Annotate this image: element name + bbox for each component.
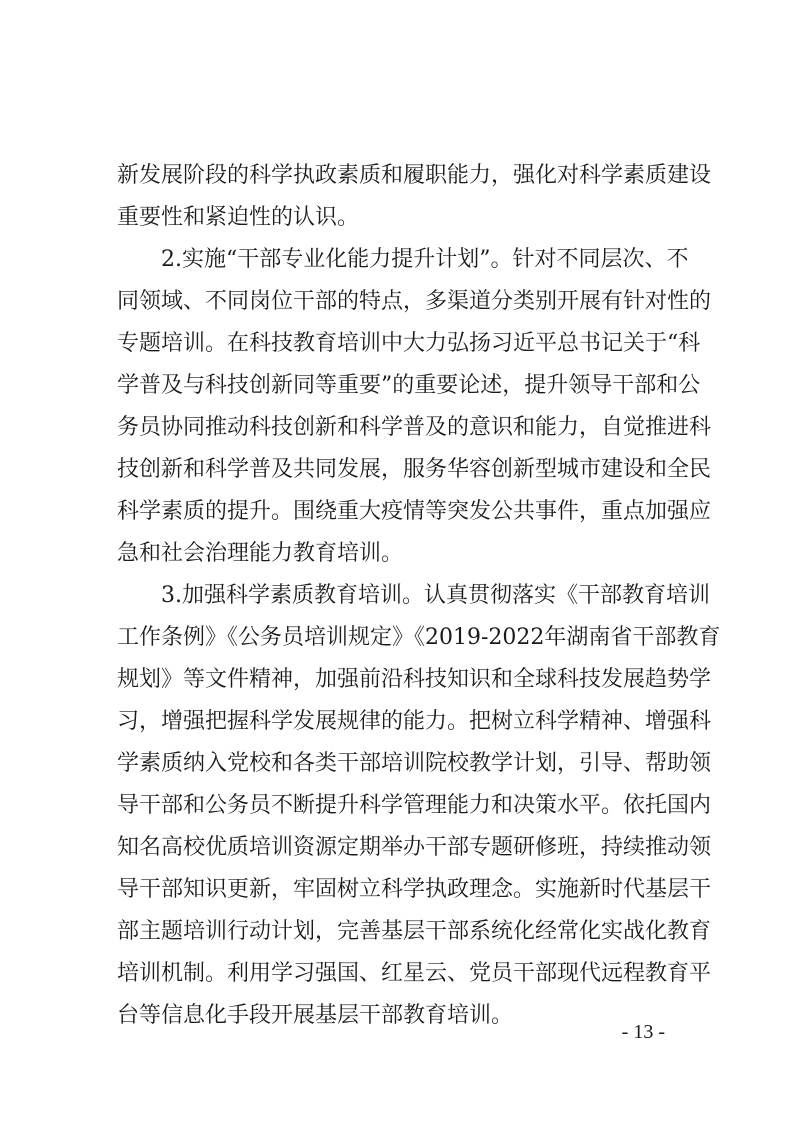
- section-2-heading-line: 2.实施“干部专业化能力提升计划”。针对不同层次、不: [161, 247, 689, 272]
- body-line: 重要性和紧迫性的认识。: [117, 205, 360, 230]
- body-line: 科学素质的提升。围绕重大疫情等突发公共事件，重点加强应: [117, 499, 712, 524]
- body-line: 工作条例》《公务员培训规定》《2019-2022年湖南省干部教育: [117, 625, 721, 650]
- body-line: 导干部和公务员不断提升科学管理能力和决策水平。依托国内: [117, 793, 712, 818]
- body-line: 知名高校优质培训资源定期举办干部专题研修班，持续推动领: [117, 835, 712, 860]
- body-line: 培训机制。利用学习强国、红星云、党员干部现代远程教育平: [117, 961, 712, 986]
- body-line: 导干部知识更新，牢固树立科学执政理念。实施新时代基层干: [117, 877, 712, 902]
- body-line: 部主题培训行动计划，完善基层干部系统化经常化实战化教育: [117, 919, 712, 944]
- body-line: 学素质纳入党校和各类干部培训院校教学计划，引导、帮助领: [117, 751, 712, 776]
- body-line: 规划》等文件精神，加强前沿科技知识和全球科技发展趋势学: [117, 667, 712, 692]
- body-line: 务员协同推动科技创新和科学普及的意识和能力，自觉推进科: [117, 415, 712, 440]
- body-line: 专题培训。在科技教育培训中大力弘扬习近平总书记关于“科: [117, 331, 701, 356]
- body-line: 同领域、不同岗位干部的特点，多渠道分类别开展有针对性的: [117, 289, 712, 314]
- section-3-heading-line: 3.加强科学素质教育培训。认真贯彻落实《干部教育培训: [161, 583, 710, 608]
- body-line: 台等信息化手段开展基层干部教育培训。: [117, 1003, 514, 1028]
- body-line: 学普及与科技创新同等重要”的重要论述，提升领导干部和公: [117, 373, 701, 398]
- body-line: 新发展阶段的科学执政素质和履职能力，强化对科学素质建设: [117, 163, 712, 188]
- page-number: - 13 -: [621, 1021, 665, 1043]
- body-line: 习，增强把握科学发展规律的能力。把树立科学精神、增强科: [117, 709, 712, 734]
- body-line: 急和社会治理能力教育培训。: [117, 541, 404, 566]
- body-line: 技创新和科学普及共同发展，服务华容创新型城市建设和全民: [117, 457, 712, 482]
